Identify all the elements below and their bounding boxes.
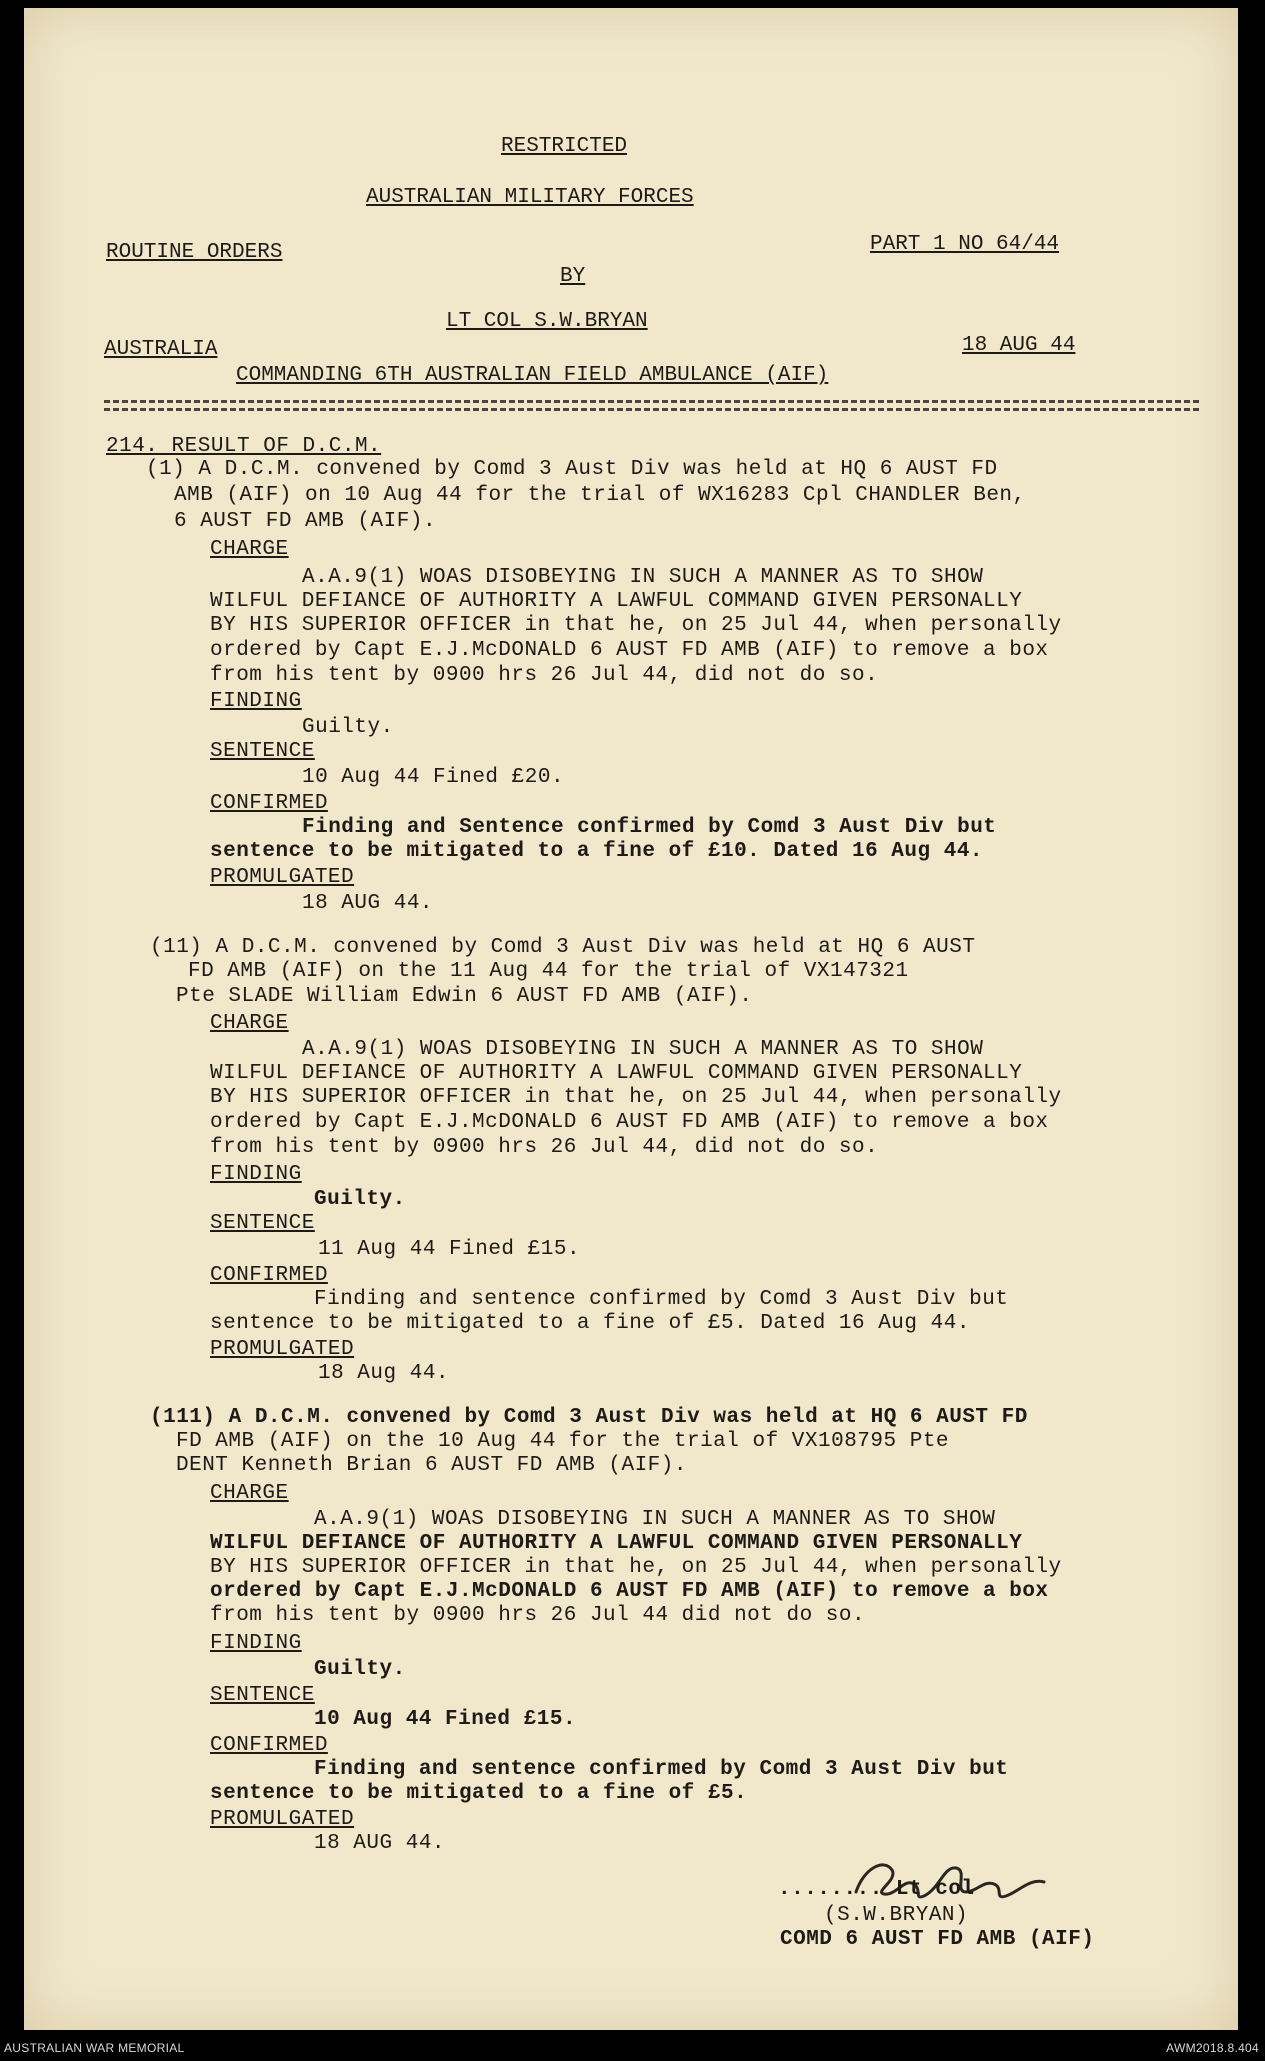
commander-name: LT COL S.W.BRYAN xyxy=(446,310,648,333)
charge-line: from his tent by 0900 hrs 26 Jul 44, did not do so. xyxy=(210,664,879,687)
finding-label: FINDING xyxy=(210,690,302,713)
header-divider-2 xyxy=(104,408,1199,411)
sentence-label: SENTENCE xyxy=(210,740,315,763)
archive-reference: AWM2018.8.404 xyxy=(1166,2041,1259,2055)
case-intro-line: AMB (AIF) on 10 Aug 44 for the trial of WX16283 Cpl CHANDLER Ben, xyxy=(174,484,1026,507)
sentence-label: SENTENCE xyxy=(210,1684,315,1707)
finding-label: FINDING xyxy=(210,1163,302,1186)
header-divider xyxy=(104,400,1199,403)
confirmed-line: Finding and sentence confirmed by Comd 3 Aust Div but xyxy=(314,1758,1009,1781)
case-intro-line: FD AMB (AIF) on the 11 Aug 44 for the trial of VX147321 xyxy=(188,960,909,983)
part-number: PART 1 NO 64/44 xyxy=(870,233,1060,256)
case-intro-line: 6 AUST FD AMB (AIF). xyxy=(174,510,437,533)
location-label: AUSTRALIA xyxy=(104,338,218,361)
case-intro-line: (1) A D.C.M. convened by Comd 3 Aust Div was held at HQ 6 AUST FD xyxy=(146,458,998,481)
confirmed-line: Finding and sentence confirmed by Comd 3 Aust Div but xyxy=(314,1288,1009,1311)
sentence-value: 10 Aug 44 Fined £20. xyxy=(302,766,565,789)
charge-line: ordered by Capt E.J.McDONALD 6 AUST FD AMB (AIF) to remove a box xyxy=(210,1580,1049,1603)
confirmed-label: CONFIRMED xyxy=(210,792,328,815)
charge-line: BY HIS SUPERIOR OFFICER in that he, on 25 Jul 44, when personally xyxy=(210,614,1062,637)
confirmed-line: Finding and Sentence confirmed by Comd 3 Aust Div but xyxy=(302,816,997,839)
sentence-value: 10 Aug 44 Fined £15. xyxy=(314,1708,577,1731)
charge-line: WILFUL DEFIANCE OF AUTHORITY A LAWFUL COMMAND GIVEN PERSONALLY xyxy=(210,1532,1023,1555)
promulgated-value: 18 Aug 44. xyxy=(318,1362,450,1385)
charge-line: A.A.9(1) WOAS DISOBEYING IN SUCH A MANNER AS TO SHOW xyxy=(314,1508,996,1531)
forces-heading: AUSTRALIAN MILITARY FORCES xyxy=(366,186,694,209)
charge-label: CHARGE xyxy=(210,1012,289,1035)
signatory-name: (S.W.BRYAN) xyxy=(824,1904,969,1927)
charge-line: from his tent by 0900 hrs 26 Jul 44 did not do so. xyxy=(210,1604,866,1627)
case-intro-line: (111) A D.C.M. convened by Comd 3 Aust Div was held at HQ 6 AUST FD xyxy=(150,1406,1028,1429)
routine-orders-label: ROUTINE ORDERS xyxy=(106,241,283,264)
item-title: 214. RESULT OF D.C.M. xyxy=(106,435,382,458)
promulgated-label: PROMULGATED xyxy=(210,866,355,889)
document-page xyxy=(24,8,1238,2030)
finding-value: Guilty. xyxy=(302,716,394,739)
charge-line: WILFUL DEFIANCE OF AUTHORITY A LAWFUL COMMAND GIVEN PERSONALLY xyxy=(210,1062,1023,1085)
case-intro-line: (11) A D.C.M. convened by Comd 3 Aust Div was held at HQ 6 AUST xyxy=(150,936,976,959)
signatory-title: COMD 6 AUST FD AMB (AIF) xyxy=(780,1928,1095,1951)
commanding-unit: COMMANDING 6TH AUSTRALIAN FIELD AMBULANCE (AIF) xyxy=(236,364,829,387)
charge-line: A.A.9(1) WOAS DISOBEYING IN SUCH A MANNER AS TO SHOW xyxy=(302,566,984,589)
sentence-value: 11 Aug 44 Fined £15. xyxy=(318,1238,581,1261)
confirmed-line: sentence to be mitigated to a fine of £5. xyxy=(210,1782,748,1805)
charge-line: BY HIS SUPERIOR OFFICER in that he, on 25 Jul 44, when personally xyxy=(210,1086,1062,1109)
charge-line: A.A.9(1) WOAS DISOBEYING IN SUCH A MANNER AS TO SHOW xyxy=(302,1038,984,1061)
charge-label: CHARGE xyxy=(210,1482,289,1505)
charge-line: BY HIS SUPERIOR OFFICER in that he, on 25 Jul 44, when personally xyxy=(210,1556,1062,1579)
finding-label: FINDING xyxy=(210,1632,302,1655)
case-intro-line: DENT Kenneth Brian 6 AUST FD AMB (AIF). xyxy=(176,1454,687,1477)
confirmed-label: CONFIRMED xyxy=(210,1734,328,1757)
promulgated-label: PROMULGATED xyxy=(210,1338,355,1361)
confirmed-line: sentence to be mitigated to a fine of £5. Dated 16 Aug 44. xyxy=(210,1312,970,1335)
finding-value: Guilty. xyxy=(314,1188,406,1211)
charge-line: ordered by Capt E.J.McDONALD 6 AUST FD AMB (AIF) to remove a box xyxy=(210,639,1049,662)
confirmed-line: sentence to be mitigated to a fine of £10. Dated 16 Aug 44. xyxy=(210,840,984,863)
signature-dots-rank: ........ Lt col xyxy=(778,1878,975,1901)
by-label: BY xyxy=(560,265,586,288)
case-intro-line: Pte SLADE William Edwin 6 AUST FD AMB (AIF). xyxy=(176,985,753,1008)
promulgated-value: 18 AUG 44. xyxy=(314,1832,446,1855)
charge-line: from his tent by 0900 hrs 26 Jul 44, did not do so. xyxy=(210,1136,879,1159)
charge-line: WILFUL DEFIANCE OF AUTHORITY A LAWFUL COMMAND GIVEN PERSONALLY xyxy=(210,590,1023,613)
promulgated-value: 18 AUG 44. xyxy=(302,892,434,915)
charge-line: ordered by Capt E.J.McDONALD 6 AUST FD AMB (AIF) to remove a box xyxy=(210,1111,1049,1134)
promulgated-label: PROMULGATED xyxy=(210,1808,355,1831)
archive-credit: AUSTRALIAN WAR MEMORIAL xyxy=(4,2041,185,2055)
charge-label: CHARGE xyxy=(210,538,289,561)
order-date: 18 AUG 44 xyxy=(962,334,1076,357)
sentence-label: SENTENCE xyxy=(210,1212,315,1235)
classification-heading: RESTRICTED xyxy=(501,135,628,158)
finding-value: Guilty. xyxy=(314,1658,406,1681)
case-intro-line: FD AMB (AIF) on the 10 Aug 44 for the trial of VX108795 Pte xyxy=(176,1430,950,1453)
confirmed-label: CONFIRMED xyxy=(210,1264,328,1287)
